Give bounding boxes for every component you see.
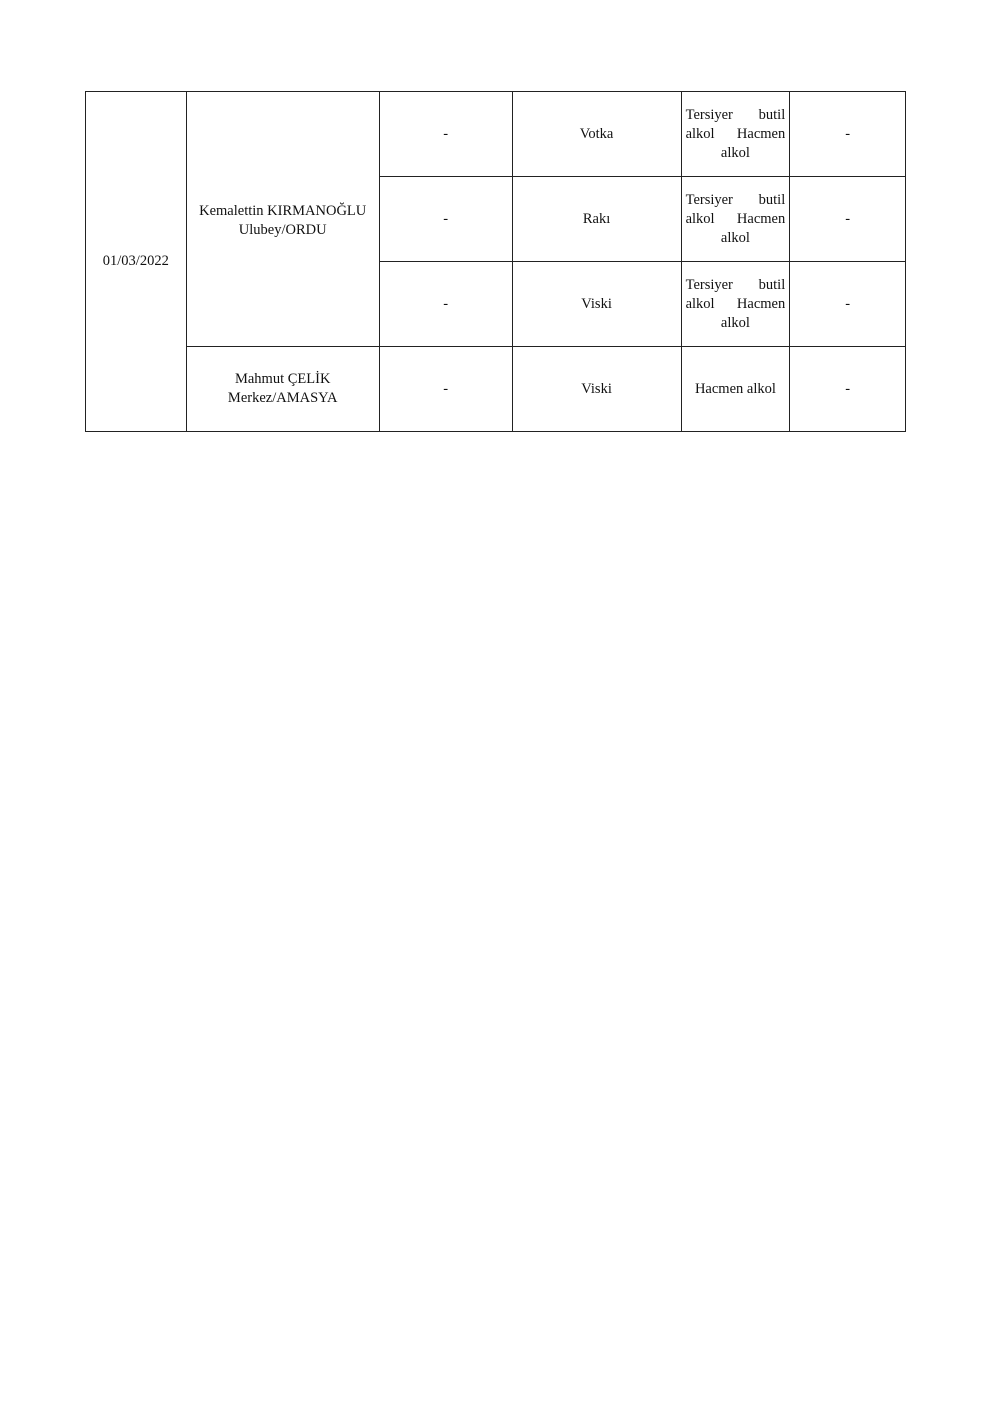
col-a-cell: - [379, 177, 512, 262]
person-name: Kemalettin KIRMANOĞLU [199, 203, 367, 219]
col-a-cell: - [379, 92, 512, 177]
person-cell [186, 347, 379, 432]
product-cell: Votka [512, 92, 681, 177]
finding-cell: Hacmen alkol [681, 347, 790, 432]
person-cell [186, 92, 379, 347]
product-cell: Viski [512, 262, 681, 347]
col-d-cell: - [790, 347, 906, 432]
product-cell: Viski [512, 347, 681, 432]
table-row [86, 347, 906, 432]
finding-cell: Tersiyer butil alkol Hacmen alkol [681, 92, 790, 177]
person-location: Ulubey/ORDU [238, 222, 327, 238]
col-d-cell: - [790, 92, 906, 177]
col-d-cell: - [790, 262, 906, 347]
person-name: Mahmut ÇELİK [234, 371, 331, 387]
table-row [86, 92, 906, 177]
results-table [85, 91, 906, 432]
person-location: Merkez/AMASYA [227, 390, 338, 406]
col-d-cell: - [790, 177, 906, 262]
date-cell: 01/03/2022 [86, 92, 187, 432]
col-a-cell: - [379, 347, 512, 432]
col-a-cell: - [379, 262, 512, 347]
finding-cell: Tersiyer butil alkol Hacmen alkol [681, 177, 790, 262]
product-cell: Rakı [512, 177, 681, 262]
finding-cell: Tersiyer butil alkol Hacmen alkol [681, 262, 790, 347]
